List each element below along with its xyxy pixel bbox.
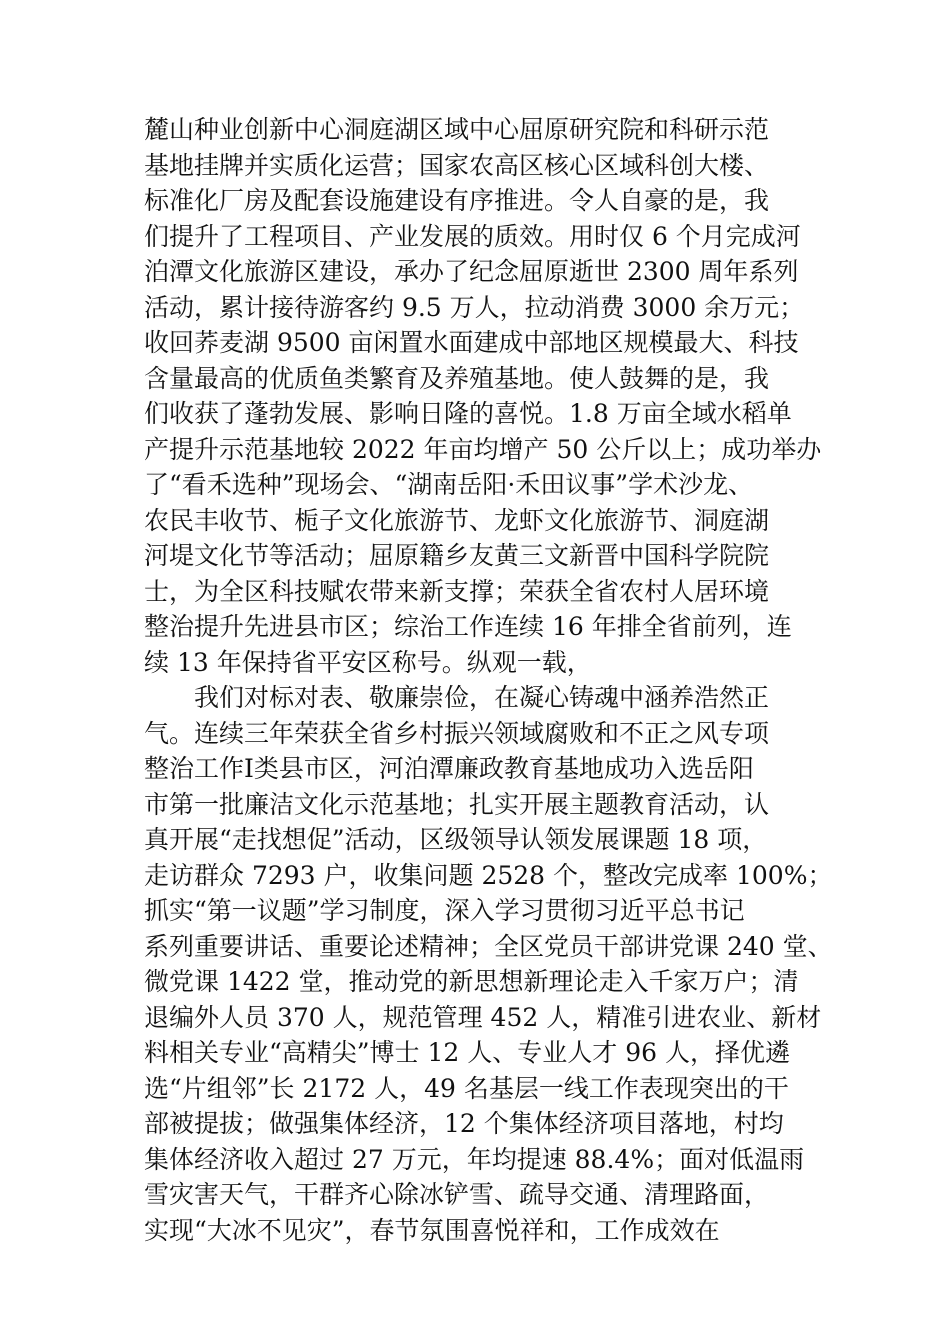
text-line: 活动，累计接待游客约 9.5 万人，拉动消费 3000 余万元； <box>144 292 805 322</box>
text-line: 续 13 年保持省平安区称号。纵观一载， <box>144 647 592 677</box>
text-line: 微党课 1422 堂，推动党的新思想新理论走入千家万户；清 <box>144 967 799 996</box>
text-line: 标准化厂房及配套设施建设有序推进。令人自豪的是，我 <box>144 186 770 215</box>
text-line: 河堤文化节等活动；屈原籍乡友黄三文新晋中国科学院院 <box>144 541 770 570</box>
text-line: 抓实“第一议题”学习制度，深入学习贯彻习近平总书记 <box>144 896 745 925</box>
text-line: 雪灾害天气，干群齐心除冰铲雪、疏导交通、清理路面， <box>144 1180 770 1209</box>
body-text <box>144 112 833 1248</box>
text-line: 市第一批廉洁文化示范基地；扎实开展主题教育活动，认 <box>144 789 770 819</box>
text-line: 整治提升先进县市区；综治工作连续 16 年排全省前列，连 <box>144 612 792 641</box>
text-line: 麓山种业创新中心洞庭湖区域中心屈原研究院和科研示范 <box>144 115 770 144</box>
text-line: 们提升了工程项目、产业发展的质效。用时仅 6 个月完成河 <box>144 221 801 251</box>
text-line: 料相关专业“高精尖”博士 12 人、专业人才 96 人，择优遴 <box>144 1038 790 1067</box>
text-line: 选“片组邻”长 2172 人，49 名基层一线工作表现突出的干 <box>144 1073 789 1103</box>
text-line: 士，为全区科技赋农带来新支撑；荣获全省农村人居环境 <box>144 576 770 606</box>
text-line: 泊潭文化旅游区建设，承办了纪念屈原逝世 2300 周年系列 <box>144 257 799 286</box>
text-line: 整治工作Ⅰ类县市区，河泊潭廉政教育基地成功入选岳阳 <box>144 754 754 783</box>
text-line: 含量最高的优质鱼类繁育及养殖基地。使人鼓舞的是，我 <box>144 363 770 393</box>
text-line: 我们对标对表、敬廉崇俭，在凝心铸魂中涵养浩然正 <box>194 683 770 712</box>
text-line: 基地挂牌并实质化运营；国家农高区核心区域科创大楼、 <box>144 150 770 180</box>
text-line: 系列重要讲话、重要论述精神；全区党员干部讲党课 240 堂、 <box>144 931 833 961</box>
paragraph-1 <box>144 112 824 680</box>
text-line: 真开展“走找想促”活动，区级领导认领发展课题 18 项， <box>144 825 768 854</box>
text-line: 了“看禾选种”现场会、“湖南岳阳·禾田议事”学术沙龙、 <box>144 470 754 499</box>
text-line: 走访群众 7293 户，收集问题 2528 个，整改完成率 100%； <box>144 860 833 890</box>
text-line: 们收获了蓬勃发展、影响日隆的喜悦。1.8 万亩全域水稻单 <box>144 399 792 428</box>
text-line: 农民丰收节、栀子文化旅游节、龙虾文化旅游节、洞庭湖 <box>144 505 770 535</box>
text-line: 集体经济收入超过 27 万元，年均提速 88.4%；面对低温雨 <box>144 1144 805 1174</box>
paragraph-2 <box>144 680 833 1248</box>
text-line: 实现“大冰不见灾”，春节氛围喜悦祥和，工作成效在 <box>144 1215 720 1245</box>
text-line: 产提升示范基地较 2022 年亩均增产 50 公斤以上；成功举办 <box>144 434 822 464</box>
text-line: 收回荞麦湖 9500 亩闲置水面建成中部地区规模最大、科技 <box>144 328 799 357</box>
text-line: 退编外人员 370 人，规范管理 452 人，精准引进农业、新材 <box>144 1002 822 1032</box>
text-line: 部被提拔；做强集体经济，12 个集体经济项目落地，村均 <box>144 1109 784 1138</box>
text-line: 气。连续三年荣获全省乡村振兴领域腐败和不正之风专项 <box>144 718 770 748</box>
